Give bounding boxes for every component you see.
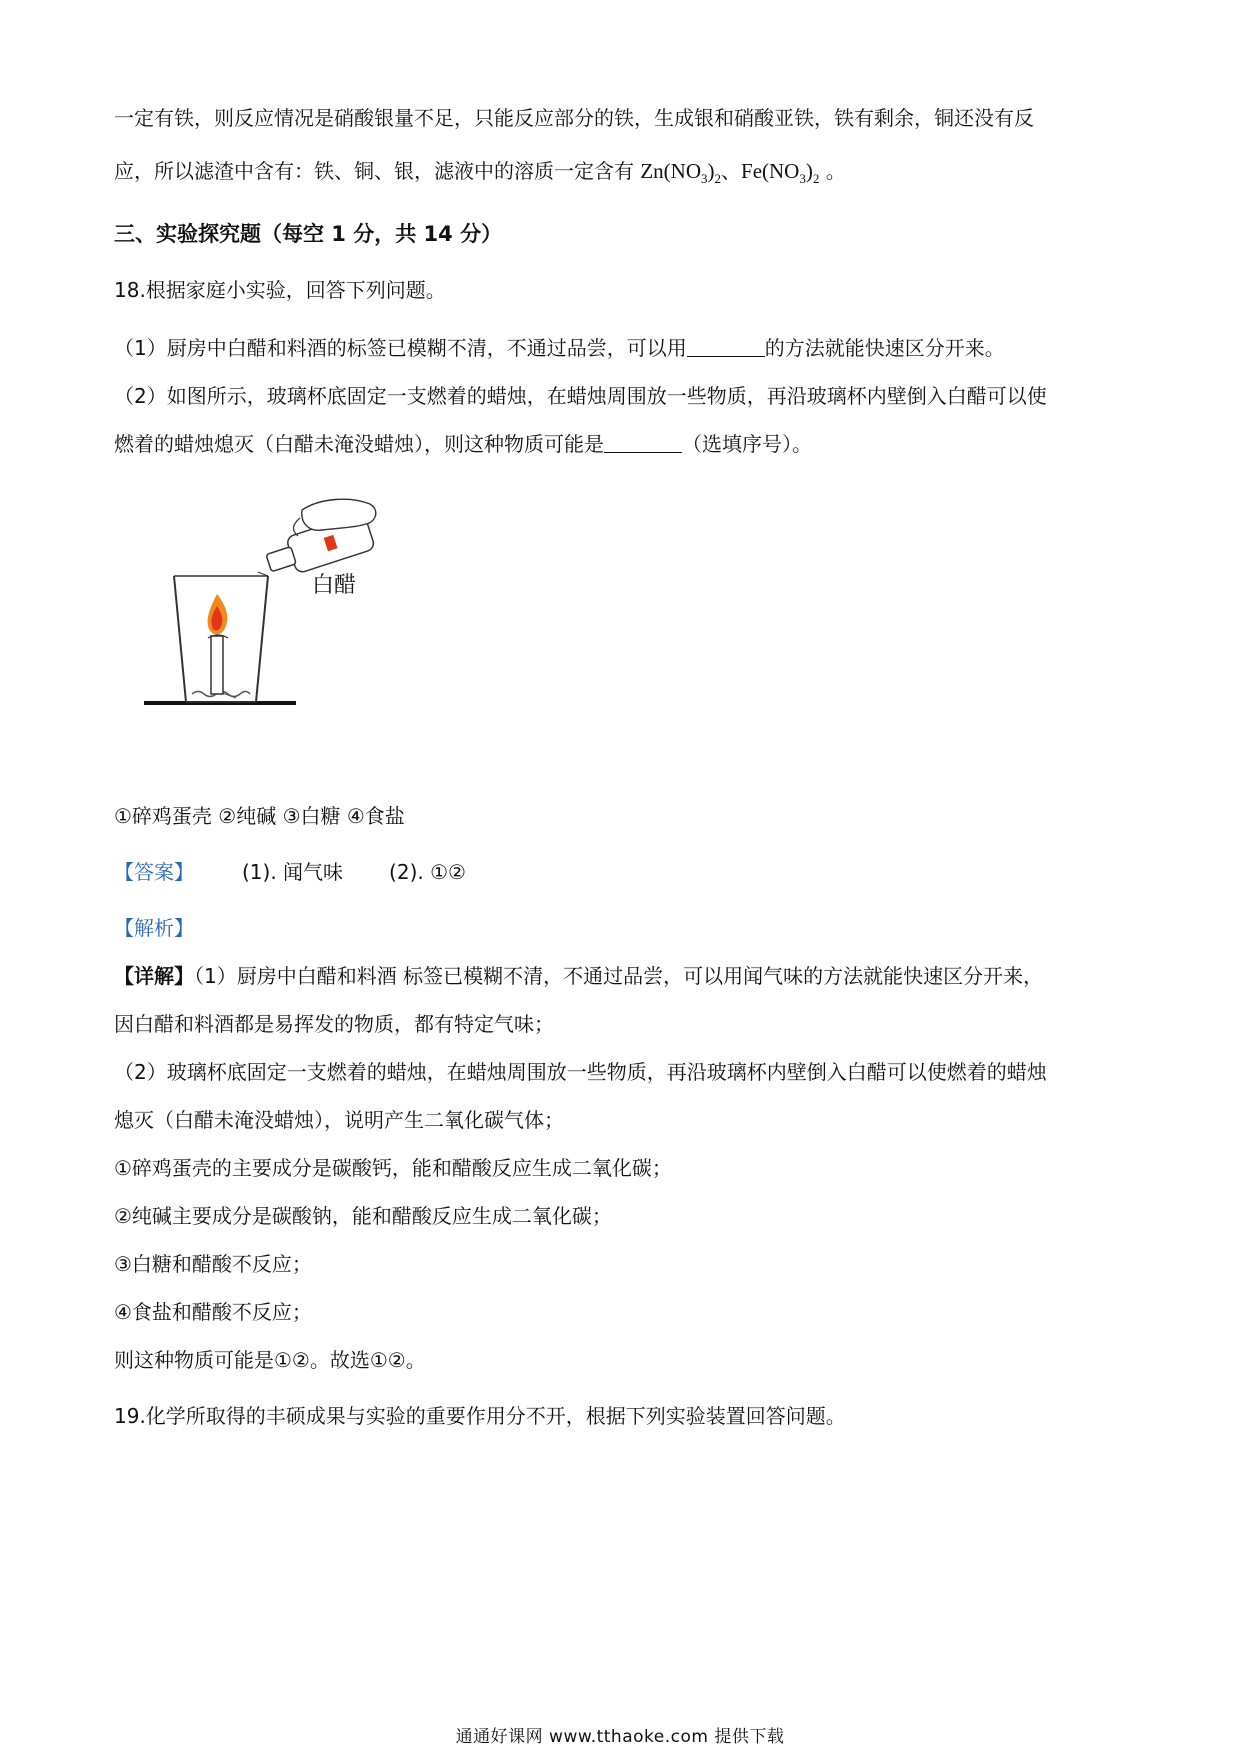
detail-line-1	[114, 962, 1134, 990]
question-18-part2: （2）如图所示，玻璃杯底固定一支燃着的蜡烛，在蜡烛周围放一些物质，再沿玻璃杯内壁倒入白醋可以使	[114, 384, 1047, 408]
detail-line-6: ②纯碱主要成分是碳酸钠，能和醋酸反应生成二氧化碳；	[114, 1204, 612, 1228]
text-fragment: 。	[819, 159, 846, 183]
text-fragment: 燃着的蜡烛熄灭（白醋未淹没蜡烛），则这种物质可能是	[114, 432, 604, 456]
glass-wall-right	[256, 576, 268, 702]
answer-tag: 【答案】	[114, 860, 194, 884]
detail-line-9: 则这种物质可能是①②。故选①②。	[114, 1348, 426, 1372]
text-fragment: 的方法就能快速区分开来。	[764, 336, 1005, 360]
formula-fe	[741, 159, 820, 186]
text-fragment: （1）厨房中白醋和料酒的标签已模糊不清，不通过品尝，可以用	[114, 336, 687, 360]
question-18: 18.根据家庭小实验，回答下列问题。	[114, 278, 446, 302]
question-18-part2-cont	[114, 430, 1134, 458]
subscript: 2	[714, 171, 722, 186]
analysis-tag: 【解析】	[114, 916, 194, 940]
glass-candle-illustration	[140, 498, 400, 713]
formula-zn	[640, 159, 722, 186]
answer-blank	[604, 434, 682, 453]
section-heading: 三、实验探究题（每空 1 分，共 14 分）	[114, 222, 503, 246]
formula-part: )	[707, 159, 715, 183]
formula-part: Zn(NO	[640, 159, 702, 183]
options-line: ①碎鸡蛋壳 ②纯碱 ③白糖 ④食盐	[114, 804, 405, 828]
detail-line-7: ③白糖和醋酸不反应；	[114, 1252, 312, 1276]
candle	[211, 636, 223, 694]
text-line: 一定有铁，则反应情况是硝酸银量不足，只能反应部分的铁，生成银和硝酸亚铁，铁有剩余，铜还没有反	[114, 106, 1034, 130]
glass-wall-left	[174, 576, 186, 702]
answer-blank	[687, 338, 765, 357]
formula-part: )	[805, 159, 813, 183]
text-fragment: （1）厨房中白醋和料酒 标签已模糊不清，不通过品尝，可以用闻气味的方法就能快速区分开来，	[194, 964, 1044, 988]
subscript: 3	[799, 171, 806, 186]
separator: 、	[721, 159, 742, 183]
subscript: 2	[812, 171, 820, 186]
detail-line-2: 因白醋和料酒都是易挥发的物质，都有特定气味；	[114, 1012, 554, 1036]
subscript: 3	[701, 171, 708, 186]
detail-line-3: （2）玻璃杯底固定一支燃着的蜡烛，在蜡烛周围放一些物质，再沿玻璃杯内壁倒入白醋可以使燃着的蜡烛	[114, 1060, 1047, 1084]
question-18-part1	[114, 334, 1134, 362]
page-footer: 通通好课网 www.tthaoke.com 提供下载	[455, 1727, 785, 1747]
answer-item-1: (1). 闻气味	[242, 860, 344, 884]
detail-line-4: 熄灭（白醋未淹没蜡烛），说明产生二氧化碳气体；	[114, 1108, 564, 1132]
text-fragment: 应，所以滤渣中含有：铁、铜、银，滤液中的溶质一定含有	[114, 159, 641, 183]
detail-line-5: ①碎鸡蛋壳的主要成分是碳酸钙，能和醋酸反应生成二氧化碳；	[114, 1156, 672, 1180]
experiment-figure	[140, 498, 400, 717]
text-fragment: （选填序号）。	[682, 432, 812, 456]
answer-line	[114, 858, 1134, 886]
formula-part: Fe(NO	[741, 159, 800, 183]
detail-line-8: ④食盐和醋酸不反应；	[114, 1300, 312, 1324]
bottle-neck	[266, 547, 296, 572]
question-19: 19.化学所取得的丰硕成果与实验的重要作用分不开，根据下列实验装置回答问题。	[114, 1404, 846, 1428]
answer-item-2: (2). ①②	[389, 860, 466, 884]
detail-tag: 【详解】	[114, 964, 194, 988]
text-line-formula	[114, 157, 1134, 185]
figure-label-vinegar: 白醋	[312, 573, 357, 598]
